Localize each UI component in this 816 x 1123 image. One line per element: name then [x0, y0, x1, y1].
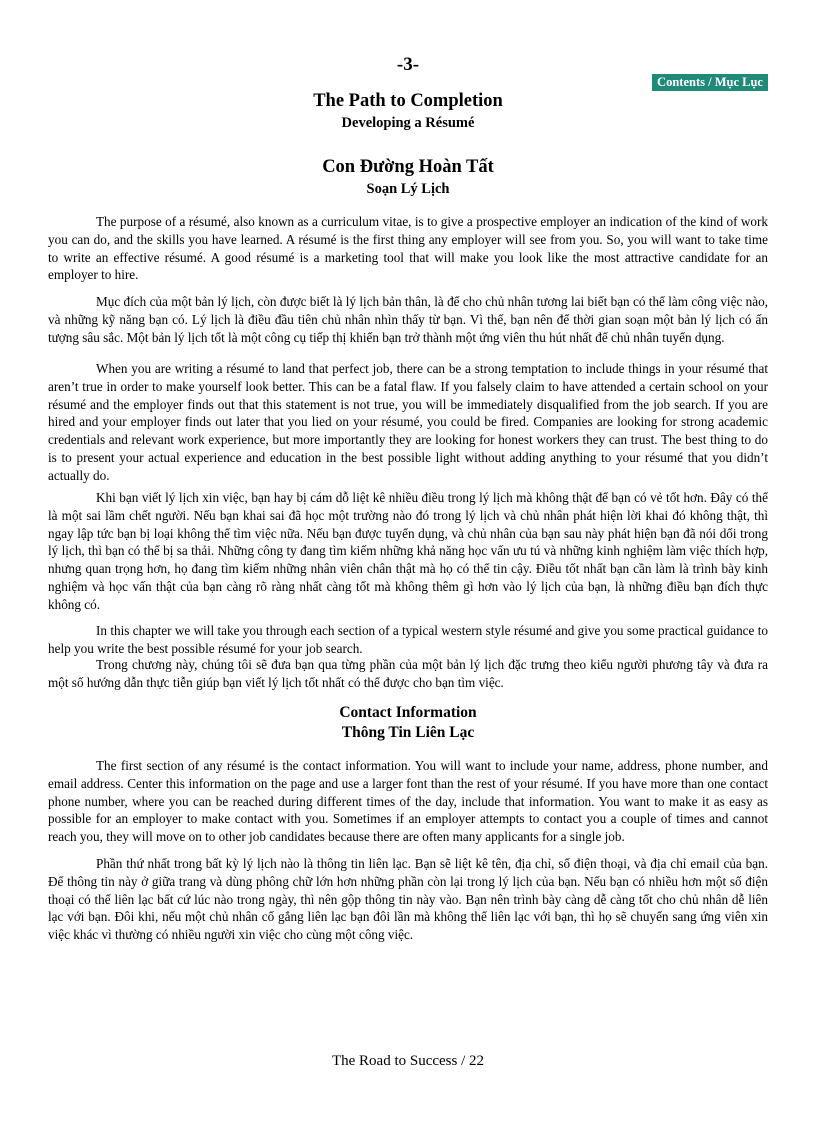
paragraph-chapter-intro-en: In this chapter we will take you through each section of a typical western style résumé and give you some practical guidance to help you write the best possible résumé for your job search.	[48, 623, 768, 656]
section-title-contact-en: Contact Information	[339, 704, 477, 721]
chapter-subtitle-en: Developing a Résumé	[341, 115, 475, 131]
contents-link-button[interactable]: Contents / Mục Lục	[652, 74, 768, 91]
paragraph-purpose-vi: Mục đích của một bản lý lịch, còn được biết là lý lịch bản thân, là để cho chủ nhân tương lai biết bạn có thể làm công việc nào, và những kỹ năng bạn có. Lý lịch là điều đầu tiên chủ nhân nhìn thấy từ bạn. Vì thế, bạn nên để thời gian soạn một bản lý lịch có ấn tượng sâu sắc. Một bản lý lịch tốt là một công cụ tiếp thị khiến bạn trở thành một ứng viên thu hút nhất để chủ nhân tuyển dụng.	[48, 294, 768, 345]
chapter-title-vi: Con Đường Hoàn Tất	[322, 157, 494, 177]
chapter-subtitle-vi: Soạn Lý Lịch	[366, 181, 450, 197]
paragraph-chapter-intro-vi: Trong chương này, chúng tôi sẽ đưa bạn qua từng phần của một bản lý lịch đặc trưng theo kiểu người phương tây và đưa ra một số hướng dẫn thực tiễn giúp bạn viết lý lịch tốt nhất có thể được cho bạn tìm việc.	[48, 657, 768, 690]
paragraph-purpose-en: The purpose of a résumé, also known as a curriculum vitae, is to give a prospective employer an indication of the kind of work you can do, and the skills you have learned. A résumé is the first thing any employer will see from you. So, you will want to take time to write an effective résumé. A good résumé is a marketing tool that will make you look like the most attractive candidate for an employer to hire.	[48, 214, 768, 283]
page-number: -3-	[396, 54, 420, 75]
section-title-contact-vi: Thông Tin Liên Lạc	[341, 724, 475, 741]
page-footer: The Road to Success / 22	[331, 1053, 485, 1069]
paragraph-honesty-en: When you are writing a résumé to land that perfect job, there can be a strong temptation to include things in your résumé that aren’t true in order to make yourself look better. This can be a fatal flaw. If you falsely claim to have attended a certain school on your résumé and the employer finds out that this statement is not true, you will be immediately disqualified from the job search. If you are hired and your employer finds out later that you lied on your résumé, you could be fired. Companies are looking for strong academic credentials and relevant work experience, but more importantly they are looking for honest workers they can trust. The best thing to do is to present your actual experience and education in the best possible light without adding anything to your résumé that you didn’t actually do.	[48, 361, 768, 483]
paragraph-contact-vi: Phần thứ nhất trong bất kỳ lý lịch nào là thông tin liên lạc. Bạn sẽ liệt kê tên, địa chỉ, số điện thoại, và địa chỉ email của bạn. Để thông tin này ở giữa trang và dùng phông chữ lớn hơn những phần còn lại trong lý lịch của bạn. Nếu bạn có nhiều hơn một số điện thoại có thể liên lạc bất cứ lúc nào trong ngày, thì nên gộp thông tin này vào. Bạn nên trình bày càng dễ càng tốt cho chủ nhân dễ liên lạc với bạn. Đôi khi, nếu một chủ nhân cố gắng liên lạc bạn đôi lần mà không thể liên lạc với bạn, thì họ sẽ chuyển sang ứng viên xin việc khác vì thường có nhiều người xin việc cho cùng một công việc.	[48, 856, 768, 943]
chapter-title-en: The Path to Completion	[313, 91, 503, 111]
paragraph-contact-en: The first section of any résumé is the contact information. You will want to include your name, address, phone number, and email address. Center this information on the page and use a larger font than the rest of your résumé. If you have more than one contact phone number, where you can be reached during different times of the day, include that information. You want to make it as easy as possible for an employer to make contact with you. Sometimes if an employer attempts to contact you a couple of times and cannot reach you, they will move on to other job candidates because there are often many applicants for a single job.	[48, 758, 768, 845]
paragraph-honesty-vi: Khi bạn viết lý lịch xin việc, bạn hay bị cám dỗ liệt kê nhiều điều trong lý lịch mà không thật để bạn có vẻ tốt hơn. Đây có thể là một sai lầm chết người. Nếu bạn khai sai đã học một trường nào đó trong lý lịch và chủ nhân phát hiện lời khai đó không thật, thì ngay lập tức bạn bị loại không thể tìm việc nữa. Nếu bạn được tuyển dụng, và chủ nhân của bạn sau này phát hiện bạn đã nói dối trong lý lịch, thì bạn có thể bị sa thải. Những công ty đang tìm kiếm những khả năng học vấn ưu tú và những kinh nghiệm làm việc thích hợp, nhưng quan trọng hơn, họ đang tìm kiếm những nhân viên chân thật mà họ có thể tin cậy. Điều tốt nhất bạn cần làm là trình bày kinh nghiệm và học vấn thật của bạn càng rõ ràng nhất càng tốt mà không thêm gì hơn vào lý lịch của bạn, là những điều bạn đích thực không có.	[48, 490, 768, 612]
